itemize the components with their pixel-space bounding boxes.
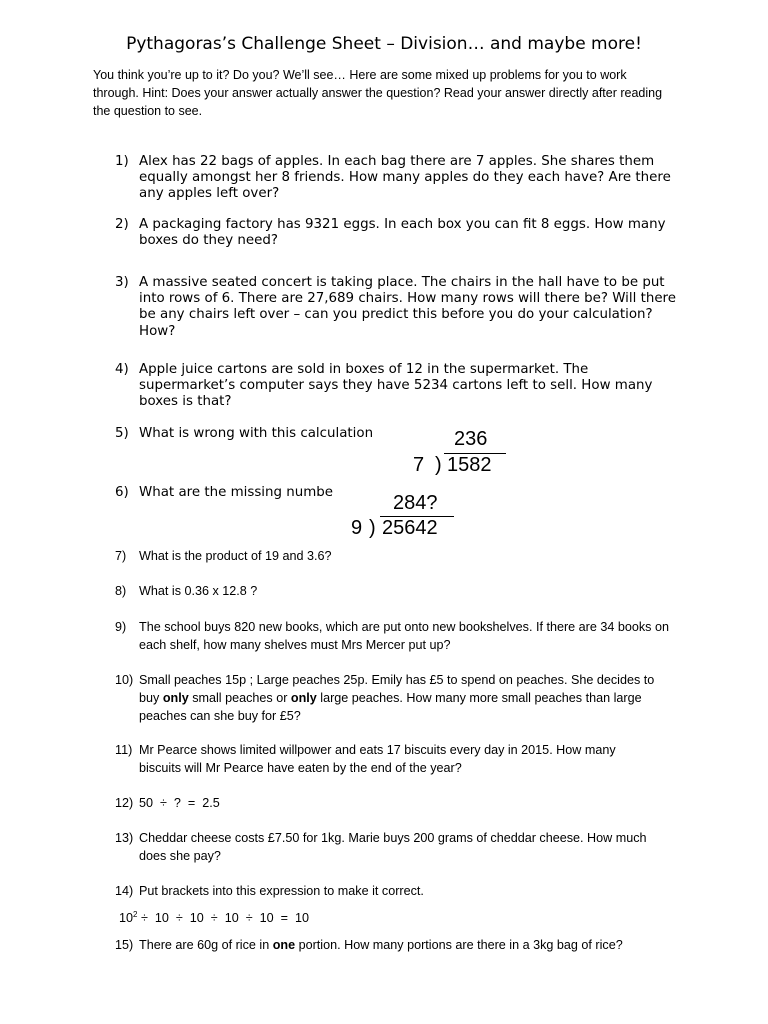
question-number: 12) xyxy=(115,796,134,810)
question-text xyxy=(139,671,669,725)
question-text: A massive seated concert is taking place. The chairs in the hall have to be put into rows of 6. There are 27,689 chairs. How many rows will there be? Will there be any chairs left over – can you predict this before you do your calculation? How? xyxy=(139,275,677,339)
quotient: 236 xyxy=(454,428,488,450)
division-bracket: ) xyxy=(369,517,376,539)
question-text xyxy=(139,936,679,954)
question-text-part: small peaches or xyxy=(188,691,291,705)
question-text: Put brackets into this expression to make it correct. xyxy=(139,884,424,898)
question-number: 1) xyxy=(115,154,129,169)
question-number: 14) xyxy=(115,884,134,898)
divisor: 9 xyxy=(351,517,363,539)
question-number: 5) xyxy=(115,426,129,441)
division-diagram-q5 xyxy=(408,428,518,478)
question-number: 3) xyxy=(115,275,129,290)
division-bracket: ) xyxy=(435,454,442,476)
question-text: What is 0.36 x 12.8 ? xyxy=(139,584,258,598)
quotient: 284? xyxy=(393,492,438,514)
question-text-part: Small peaches 15p ; Large peaches 25p. Emily has £5 to spend on peaches. She decides to buy xyxy=(139,673,655,705)
question-number: 11) xyxy=(115,743,133,757)
page-title: Pythagoras’s Challenge Sheet – Division… and maybe more! xyxy=(126,34,642,54)
question-number: 4) xyxy=(115,362,129,377)
divisor: 7 xyxy=(413,454,425,476)
division-diagram-q6 xyxy=(346,490,466,540)
intro-paragraph: You think you’re up to it? Do you? We’ll see… Here are some mixed up problems for you to work through. Hint: Does your answer actually answer the question? Read your answer directly after reading the question to see. xyxy=(93,68,663,118)
expression-exponent: 2 xyxy=(133,910,138,919)
question-text: What is the product of 19 and 3.6? xyxy=(139,549,332,563)
question-text-part: There are 60g of rice in xyxy=(139,938,273,952)
question-number: 2) xyxy=(115,217,129,232)
emphasis: one xyxy=(272,938,296,952)
question-text: What is wrong with this calculation xyxy=(139,426,374,441)
question-text: Cheddar cheese costs £7.50 for 1kg. Marie buys 200 grams of cheddar cheese. How much does she pay? xyxy=(139,831,647,863)
question-text: Apple juice cartons are sold in boxes of 12 in the supermarket. The supermarket’s computer says they have 5234 cartons left to sell. How many boxes is that? xyxy=(139,362,653,410)
question-text: What are the missing numbe xyxy=(139,485,334,500)
question-text: 50 ÷ ? = 2.5 xyxy=(139,796,220,810)
question-text-part: portion. How many portions are there in a 3kg bag of rice? xyxy=(295,938,623,952)
question-text-part: large peaches. How many more small peaches than large peaches can she buy for £5? xyxy=(139,691,642,723)
question-number: 7) xyxy=(115,549,127,563)
question-number: 15) xyxy=(115,938,134,952)
emphasis: only xyxy=(290,691,317,705)
question-number: 10) xyxy=(115,673,134,687)
dividend: 25642 xyxy=(382,517,438,539)
expression-base: 10 xyxy=(119,911,134,926)
question-number: 9) xyxy=(115,620,127,634)
question-text: The school buys 820 new books, which are put onto new bookshelves. If there are 34 books on each shelf, how many shelves must Mrs Mercer put up? xyxy=(139,620,669,652)
question-number: 8) xyxy=(115,584,127,598)
question-text: A packaging factory has 9321 eggs. In each box you can fit 8 eggs. How many boxes do they need? xyxy=(139,217,666,249)
bracket-expression xyxy=(119,910,309,925)
question-text: Alex has 22 bags of apples. In each bag there are 7 apples. She shares them equally amongst her 8 friends. How many apples do they each have? Are there any apples left over? xyxy=(139,154,671,202)
emphasis: only xyxy=(162,691,189,705)
expression-rest: ÷ 10 ÷ 10 ÷ 10 ÷ 10 = 10 xyxy=(137,911,309,926)
question-text: Mr Pearce shows limited willpower and eats 17 biscuits every day in 2015. How many biscuits will Mr Pearce have eaten by the end of the year? xyxy=(139,743,616,775)
question-number: 6) xyxy=(115,485,129,500)
question-number: 13) xyxy=(115,831,134,845)
dividend: 1582 xyxy=(447,454,492,476)
